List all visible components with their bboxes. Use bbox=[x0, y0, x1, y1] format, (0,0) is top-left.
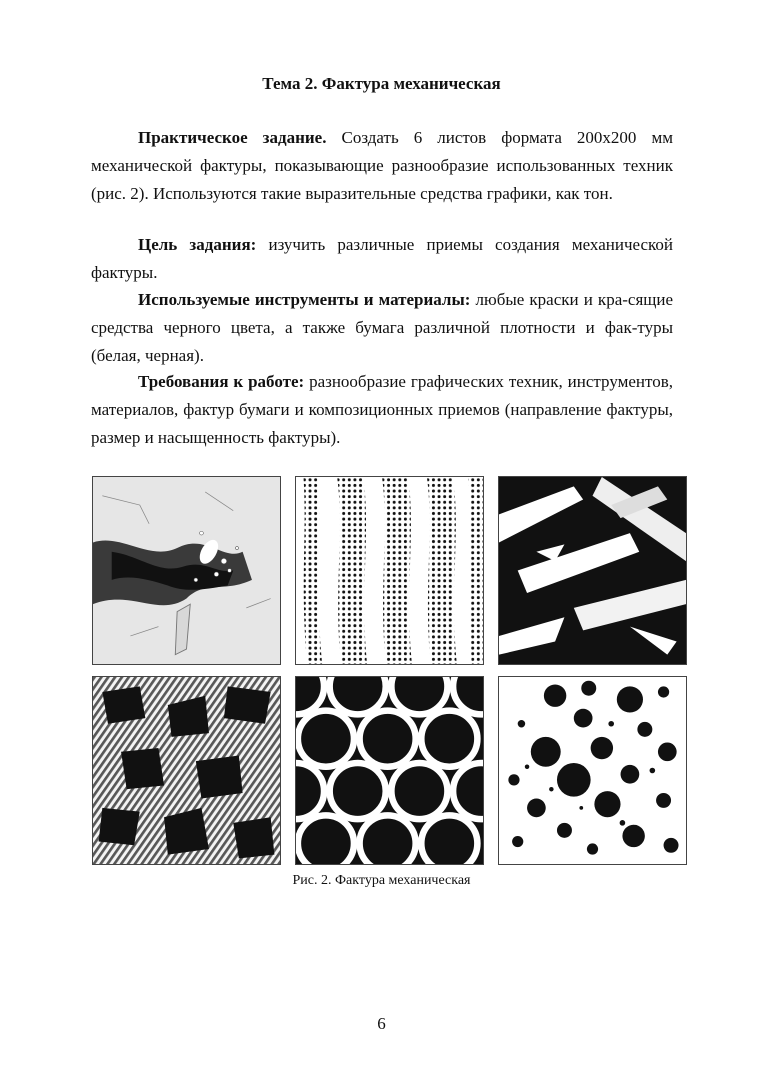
paragraph-requirements-text: разнообразие графических техник, инструментов, материалов, фактур бумаги и композиционных приемов (направление фактуры, размер и насыщенность фактуры). bbox=[91, 372, 673, 447]
cracked-wash-texture bbox=[92, 476, 281, 665]
ink-blots-texture bbox=[498, 676, 687, 865]
paragraph-requirements bbox=[91, 368, 673, 452]
circles-grid-texture bbox=[295, 676, 484, 865]
page-number: 6 bbox=[377, 1014, 386, 1033]
paragraph-requirements-label: Требования к работе: bbox=[138, 372, 305, 391]
paragraph-materials-text: любые краски и кра-сящие средства черного цвета, а также бумага различной плотности и фак-туры (белая, черная). bbox=[91, 290, 673, 365]
paragraph-goal-text: изучить различные приемы создания механической фактуры. bbox=[91, 235, 673, 282]
hatched-patches-texture bbox=[92, 676, 281, 865]
paragraph-goal bbox=[91, 231, 673, 287]
paragraph-materials-label: Используемые инструменты и материалы: bbox=[138, 290, 471, 309]
paragraph-task-label: Практическое задание. bbox=[138, 128, 327, 147]
paragraph-goal-label: Цель задания: bbox=[138, 235, 257, 254]
diagonal-strokes-texture bbox=[498, 476, 687, 665]
dotted-stripes-texture bbox=[295, 476, 484, 665]
paragraph-materials bbox=[91, 286, 673, 370]
figure-caption: Рис. 2. Фактура механическая bbox=[292, 873, 471, 888]
page-title: Тема 2. Фактура механическая bbox=[262, 74, 501, 93]
paragraph-task bbox=[91, 124, 673, 208]
paragraph-task-text: Создать 6 листов формата 200x200 мм механической фактуры, показывающие разнообразие использованных техник (рис. 2). Используются такие выразительные средства графики, как тон. bbox=[91, 128, 673, 203]
